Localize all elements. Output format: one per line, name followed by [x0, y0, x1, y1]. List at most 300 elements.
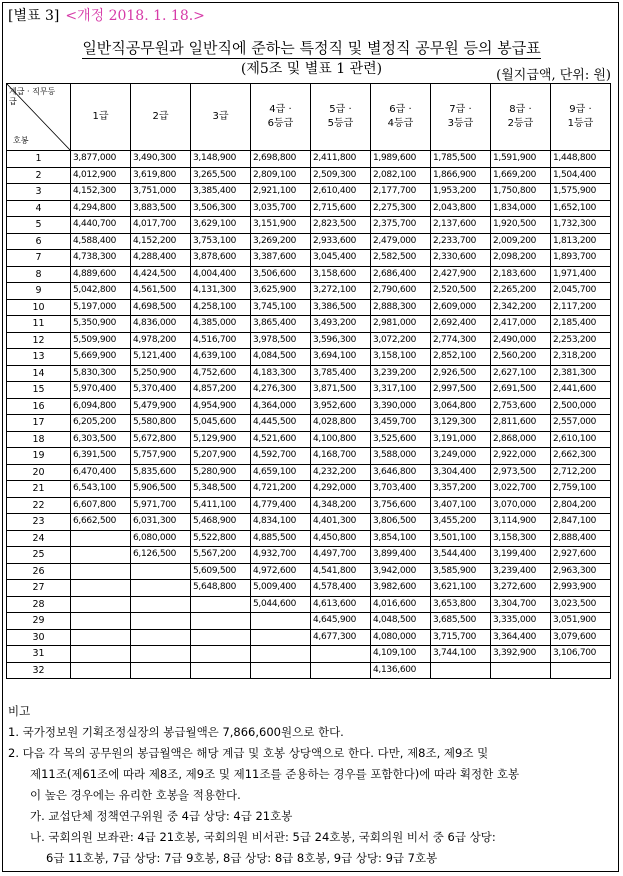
- salary-cell: 2,479,000: [371, 233, 431, 250]
- salary-cell: 3,715,700: [431, 629, 491, 646]
- salary-cell: [131, 629, 191, 646]
- salary-cell: 3,064,800: [431, 398, 491, 415]
- salary-cell: 3,525,600: [371, 431, 431, 448]
- salary-cell: 4,578,400: [311, 580, 371, 597]
- salary-cell: 4,131,300: [191, 283, 251, 300]
- note-line: 2. 다음 각 목의 공무원의 봉급월액은 해당 계급 및 호봉 상당액으로 한다. 다만, 제8조, 제9조 및: [8, 746, 489, 760]
- step-cell: 14: [7, 365, 71, 382]
- table-row: [7, 250, 611, 267]
- salary-cell: 4,424,500: [131, 266, 191, 283]
- salary-cell: 2,888,400: [551, 530, 611, 547]
- salary-cell: 1,920,500: [491, 217, 551, 234]
- salary-cell: 2,922,000: [491, 448, 551, 465]
- salary-cell: 2,381,300: [551, 365, 611, 382]
- column-header-7: 7급 · 3등급: [431, 84, 491, 151]
- salary-cell: 4,588,400: [71, 233, 131, 250]
- salary-cell: 3,023,500: [551, 596, 611, 613]
- salary-cell: 3,865,400: [251, 316, 311, 333]
- salary-cell: 5,509,900: [71, 332, 131, 349]
- step-cell: 26: [7, 563, 71, 580]
- salary-cell: 3,051,900: [551, 613, 611, 630]
- salary-cell: 5,009,400: [251, 580, 311, 597]
- table-row: [7, 266, 611, 283]
- salary-cell: 3,544,400: [431, 547, 491, 564]
- salary-cell: 4,385,000: [191, 316, 251, 333]
- salary-cell: 5,672,800: [131, 431, 191, 448]
- salary-cell: [71, 613, 131, 630]
- salary-cell: 3,877,000: [71, 151, 131, 168]
- salary-cell: 4,294,800: [71, 200, 131, 217]
- salary-cell: 3,387,600: [251, 250, 311, 267]
- salary-cell: 6,470,400: [71, 464, 131, 481]
- salary-cell: 5,129,900: [191, 431, 251, 448]
- salary-cell: 2,411,800: [311, 151, 371, 168]
- salary-cell: 4,521,600: [251, 431, 311, 448]
- salary-cell: [251, 613, 311, 630]
- salary-cell: 2,933,600: [311, 233, 371, 250]
- grade-axis-label: 계급 · 직무등급: [9, 87, 56, 106]
- table-row: [7, 299, 611, 316]
- salary-cell: 3,629,100: [191, 217, 251, 234]
- salary-cell: 2,927,600: [551, 547, 611, 564]
- salary-cell: 3,158,300: [491, 530, 551, 547]
- salary-cell: 3,045,400: [311, 250, 371, 267]
- table-number: [별표 3]: [8, 8, 60, 24]
- salary-cell: 4,440,700: [71, 217, 131, 234]
- salary-cell: [131, 613, 191, 630]
- salary-cell: 2,265,200: [491, 283, 551, 300]
- salary-cell: 3,646,800: [371, 464, 431, 481]
- step-cell: 9: [7, 283, 71, 300]
- step-cell: 7: [7, 250, 71, 267]
- notes-section: [8, 701, 614, 869]
- salary-cell: 5,567,200: [191, 547, 251, 564]
- salary-cell: 5,757,900: [131, 448, 191, 465]
- salary-cell: 5,479,900: [131, 398, 191, 415]
- salary-cell: 6,080,000: [131, 530, 191, 547]
- salary-cell: 3,653,800: [431, 596, 491, 613]
- salary-cell: 3,625,900: [251, 283, 311, 300]
- table-row: [7, 151, 611, 168]
- salary-cell: 3,878,600: [191, 250, 251, 267]
- salary-cell: 2,253,200: [551, 332, 611, 349]
- salary-cell: 5,906,500: [131, 481, 191, 498]
- salary-cell: 2,804,200: [551, 497, 611, 514]
- salary-cell: 2,233,700: [431, 233, 491, 250]
- table-row: [7, 547, 611, 564]
- salary-cell: 4,364,000: [251, 398, 311, 415]
- step-cell: 32: [7, 662, 71, 679]
- salary-cell: 2,811,600: [491, 415, 551, 432]
- salary-cell: 2,043,800: [431, 200, 491, 217]
- salary-cell: 3,751,000: [131, 184, 191, 201]
- step-cell: 21: [7, 481, 71, 498]
- salary-cell: 2,981,000: [371, 316, 431, 333]
- salary-cell: 3,942,000: [371, 563, 431, 580]
- salary-cell: 3,588,000: [371, 448, 431, 465]
- salary-cell: 3,619,800: [131, 167, 191, 184]
- unit-note: (월지급액, 단위: 원): [496, 68, 611, 83]
- salary-cell: [131, 646, 191, 663]
- salary-cell: [71, 547, 131, 564]
- salary-cell: 4,698,500: [131, 299, 191, 316]
- step-cell: 18: [7, 431, 71, 448]
- salary-cell: [191, 596, 251, 613]
- salary-cell: 4,932,700: [251, 547, 311, 564]
- salary-cell: 2,582,500: [371, 250, 431, 267]
- salary-cell: [491, 662, 551, 679]
- salary-cell: 2,691,500: [491, 382, 551, 399]
- salary-cell: 3,265,500: [191, 167, 251, 184]
- note-line: 제11조(제61조에 따라 제8조, 제9조 및 제11조를 준용하는 경우를 포함한다)에 따라 획정한 호봉: [30, 767, 520, 781]
- salary-cell: [71, 530, 131, 547]
- salary-cell: 5,280,900: [191, 464, 251, 481]
- salary-cell: 3,501,100: [431, 530, 491, 547]
- salary-cell: 6,607,800: [71, 497, 131, 514]
- salary-cell: 2,520,500: [431, 283, 491, 300]
- salary-cell: [191, 662, 251, 679]
- column-header-1: 1급: [71, 84, 131, 151]
- salary-cell: 2,610,400: [311, 184, 371, 201]
- salary-cell: 2,500,000: [551, 398, 611, 415]
- salary-cell: 1,989,600: [371, 151, 431, 168]
- salary-cell: [131, 580, 191, 597]
- salary-cell: 4,276,300: [251, 382, 311, 399]
- salary-cell: 5,350,900: [71, 316, 131, 333]
- table-row: [7, 596, 611, 613]
- table-row: [7, 646, 611, 663]
- table-row: [7, 217, 611, 234]
- salary-cell: 3,978,500: [251, 332, 311, 349]
- salary-cell: 5,045,600: [191, 415, 251, 432]
- step-cell: 15: [7, 382, 71, 399]
- salary-cell: 3,952,600: [311, 398, 371, 415]
- table-row: [7, 464, 611, 481]
- salary-cell: 5,207,900: [191, 448, 251, 465]
- salary-cell: 3,806,500: [371, 514, 431, 531]
- salary-cell: 2,509,300: [311, 167, 371, 184]
- salary-cell: 3,148,900: [191, 151, 251, 168]
- salary-cell: 5,121,400: [131, 349, 191, 366]
- salary-cell: 2,627,100: [491, 365, 551, 382]
- salary-cell: 3,079,600: [551, 629, 611, 646]
- step-cell: 27: [7, 580, 71, 597]
- salary-cell: 5,250,900: [131, 365, 191, 382]
- salary-cell: 4,659,100: [251, 464, 311, 481]
- salary-cell: [311, 646, 371, 663]
- salary-cell: 5,522,800: [191, 530, 251, 547]
- column-header-9: 9급 · 1등급: [551, 84, 611, 151]
- salary-cell: 3,745,100: [251, 299, 311, 316]
- column-header-6: 6급 · 4등급: [371, 84, 431, 151]
- note-line: 나. 국회의원 보좌관: 4급 21호봉, 국회의원 비서관: 5급 24호봉, 국회의원 비서 중 6급 상당:: [30, 830, 496, 844]
- salary-cell: 2,330,600: [431, 250, 491, 267]
- step-cell: 5: [7, 217, 71, 234]
- salary-cell: 2,185,400: [551, 316, 611, 333]
- step-cell: 22: [7, 497, 71, 514]
- table-row: [7, 530, 611, 547]
- salary-cell: [71, 563, 131, 580]
- table-row: [7, 662, 611, 679]
- salary-cell: 4,292,000: [311, 481, 371, 498]
- salary-table: [6, 83, 611, 679]
- salary-cell: 4,889,600: [71, 266, 131, 283]
- salary-cell: 6,662,500: [71, 514, 131, 531]
- salary-cell: 1,575,900: [551, 184, 611, 201]
- salary-cell: 2,098,200: [491, 250, 551, 267]
- column-header-4: 4급 · 6등급: [251, 84, 311, 151]
- salary-cell: 2,963,300: [551, 563, 611, 580]
- salary-cell: 2,342,200: [491, 299, 551, 316]
- salary-cell: 3,191,000: [431, 431, 491, 448]
- step-cell: 10: [7, 299, 71, 316]
- salary-cell: 4,048,500: [371, 613, 431, 630]
- salary-cell: 2,275,300: [371, 200, 431, 217]
- table-row: [7, 431, 611, 448]
- step-cell: 2: [7, 167, 71, 184]
- salary-cell: 4,168,700: [311, 448, 371, 465]
- salary-cell: 4,012,900: [71, 167, 131, 184]
- table-row: [7, 629, 611, 646]
- step-cell: 13: [7, 349, 71, 366]
- step-cell: 24: [7, 530, 71, 547]
- salary-cell: 4,445,500: [251, 415, 311, 432]
- salary-cell: 4,136,600: [371, 662, 431, 679]
- salary-cell: [191, 613, 251, 630]
- salary-cell: 3,272,600: [491, 580, 551, 597]
- salary-cell: 4,152,200: [131, 233, 191, 250]
- salary-cell: 3,407,100: [431, 497, 491, 514]
- salary-cell: 4,017,700: [131, 217, 191, 234]
- table-row: [7, 497, 611, 514]
- salary-cell: [311, 662, 371, 679]
- salary-cell: 2,610,100: [551, 431, 611, 448]
- step-cell: 1: [7, 151, 71, 168]
- salary-cell: 3,490,300: [131, 151, 191, 168]
- salary-cell: 5,971,700: [131, 497, 191, 514]
- salary-cell: 2,117,200: [551, 299, 611, 316]
- note-line: 가. 교섭단체 정책연구위원 중 4급 상당: 4급 21호봉: [30, 809, 293, 823]
- table-row: [7, 580, 611, 597]
- note-line: 6급 11호봉, 7급 상당: 7급 9호봉, 8급 상당: 8급 8호봉, 9급 상당: 9급 7호봉: [46, 851, 438, 865]
- salary-cell: 3,158,100: [371, 349, 431, 366]
- salary-cell: 2,921,100: [251, 184, 311, 201]
- salary-cell: 2,045,700: [551, 283, 611, 300]
- salary-cell: 4,232,200: [311, 464, 371, 481]
- document-header: [8, 5, 205, 25]
- salary-cell: 2,715,600: [311, 200, 371, 217]
- salary-cell: 3,455,200: [431, 514, 491, 531]
- salary-cell: 5,468,900: [191, 514, 251, 531]
- step-cell: 11: [7, 316, 71, 333]
- table-row: [7, 184, 611, 201]
- salary-cell: 2,926,500: [431, 365, 491, 382]
- salary-cell: 3,151,900: [251, 217, 311, 234]
- salary-cell: 3,304,700: [491, 596, 551, 613]
- salary-cell: 4,109,100: [371, 646, 431, 663]
- step-cell: 29: [7, 613, 71, 630]
- salary-cell: 6,391,500: [71, 448, 131, 465]
- table-row: [7, 448, 611, 465]
- salary-cell: [71, 646, 131, 663]
- step-cell: 12: [7, 332, 71, 349]
- salary-cell: 4,401,300: [311, 514, 371, 531]
- salary-cell: 4,721,200: [251, 481, 311, 498]
- salary-cell: 6,303,500: [71, 431, 131, 448]
- salary-cell: 2,557,000: [551, 415, 611, 432]
- salary-cell: 3,364,400: [491, 629, 551, 646]
- salary-cell: 2,441,600: [551, 382, 611, 399]
- salary-cell: 5,370,400: [131, 382, 191, 399]
- salary-cell: 1,750,800: [491, 184, 551, 201]
- salary-cell: 4,639,100: [191, 349, 251, 366]
- salary-cell: 5,830,300: [71, 365, 131, 382]
- salary-cell: 5,648,800: [191, 580, 251, 597]
- salary-cell: 4,779,400: [251, 497, 311, 514]
- salary-cell: 3,239,400: [491, 563, 551, 580]
- salary-cell: 3,493,200: [311, 316, 371, 333]
- salary-cell: 3,035,700: [251, 200, 311, 217]
- table-row: [7, 349, 611, 366]
- salary-cell: 2,759,100: [551, 481, 611, 498]
- salary-cell: [71, 596, 131, 613]
- table-row: [7, 200, 611, 217]
- notes-lines: [8, 722, 614, 869]
- salary-cell: 3,304,400: [431, 464, 491, 481]
- salary-cell: 4,972,600: [251, 563, 311, 580]
- salary-cell: 5,197,000: [71, 299, 131, 316]
- salary-cell: 4,592,700: [251, 448, 311, 465]
- salary-cell: 3,386,500: [311, 299, 371, 316]
- salary-cell: 3,072,200: [371, 332, 431, 349]
- salary-cell: 2,973,500: [491, 464, 551, 481]
- salary-cell: 5,669,900: [71, 349, 131, 366]
- document-subtitle: (제5조 및 별표 1 관련): [240, 61, 383, 77]
- salary-cell: 6,126,500: [131, 547, 191, 564]
- salary-cell: 1,669,200: [491, 167, 551, 184]
- salary-cell: [251, 629, 311, 646]
- salary-cell: 1,591,900: [491, 151, 551, 168]
- salary-cell: 3,871,500: [311, 382, 371, 399]
- note-line: 이 높은 경우에는 유리한 호봉을 적용한다.: [30, 788, 241, 802]
- salary-cell: 4,561,500: [131, 283, 191, 300]
- salary-cell: 2,712,200: [551, 464, 611, 481]
- salary-cell: 2,993,900: [551, 580, 611, 597]
- salary-cell: 3,269,200: [251, 233, 311, 250]
- salary-cell: 2,560,200: [491, 349, 551, 366]
- salary-cell: 4,645,900: [311, 613, 371, 630]
- salary-cell: 3,199,400: [491, 547, 551, 564]
- salary-cell: 3,982,600: [371, 580, 431, 597]
- step-cell: 30: [7, 629, 71, 646]
- revision-date: <개정 2018. 1. 18.>: [65, 8, 205, 24]
- salary-cell: 3,459,700: [371, 415, 431, 432]
- table-row: [7, 332, 611, 349]
- salary-cell: 2,868,000: [491, 431, 551, 448]
- salary-cell: 3,317,100: [371, 382, 431, 399]
- table-row: [7, 365, 611, 382]
- salary-cell: 1,448,800: [551, 151, 611, 168]
- notes-heading: 비고: [8, 704, 31, 718]
- salary-cell: 2,177,700: [371, 184, 431, 201]
- salary-cell: 4,857,200: [191, 382, 251, 399]
- salary-cell: 4,183,300: [251, 365, 311, 382]
- salary-cell: 3,685,500: [431, 613, 491, 630]
- salary-cell: 6,031,300: [131, 514, 191, 531]
- salary-cell: 3,335,000: [491, 613, 551, 630]
- salary-cell: 2,009,200: [491, 233, 551, 250]
- salary-cell: 4,348,200: [311, 497, 371, 514]
- step-cell: 20: [7, 464, 71, 481]
- salary-cell: 3,756,600: [371, 497, 431, 514]
- document-title: 일반직공무원과 일반직에 준하는 특정직 및 별정직 공무원 등의 봉급표: [82, 39, 541, 57]
- salary-cell: 1,785,500: [431, 151, 491, 168]
- salary-cell: 2,753,600: [491, 398, 551, 415]
- salary-cell: 3,106,700: [551, 646, 611, 663]
- table-row: [7, 613, 611, 630]
- salary-cell: 4,954,900: [191, 398, 251, 415]
- salary-cell: 4,834,100: [251, 514, 311, 531]
- salary-cell: 3,703,400: [371, 481, 431, 498]
- salary-cell: 1,834,000: [491, 200, 551, 217]
- salary-cell: 3,744,100: [431, 646, 491, 663]
- table-row: [7, 283, 611, 300]
- salary-cell: 3,596,300: [311, 332, 371, 349]
- salary-cell: 3,158,600: [311, 266, 371, 283]
- table-row: [7, 563, 611, 580]
- table-row: [7, 514, 611, 531]
- salary-cell: [131, 596, 191, 613]
- salary-cell: 2,698,800: [251, 151, 311, 168]
- salary-cell: 3,390,000: [371, 398, 431, 415]
- salary-cell: 2,427,900: [431, 266, 491, 283]
- step-cell: 8: [7, 266, 71, 283]
- salary-cell: 2,823,500: [311, 217, 371, 234]
- step-cell: 23: [7, 514, 71, 531]
- step-cell: 25: [7, 547, 71, 564]
- salary-cell: 2,888,300: [371, 299, 431, 316]
- step-cell: 4: [7, 200, 71, 217]
- step-cell: 28: [7, 596, 71, 613]
- salary-cell: 2,375,700: [371, 217, 431, 234]
- salary-cell: 4,885,500: [251, 530, 311, 547]
- table-body: [7, 151, 611, 679]
- salary-cell: 3,249,000: [431, 448, 491, 465]
- salary-cell: 4,288,400: [131, 250, 191, 267]
- salary-cell: 5,044,600: [251, 596, 311, 613]
- salary-cell: 5,348,500: [191, 481, 251, 498]
- salary-cell: 2,417,000: [491, 316, 551, 333]
- salary-cell: 4,100,800: [311, 431, 371, 448]
- salary-cell: 1,652,100: [551, 200, 611, 217]
- salary-cell: 4,258,100: [191, 299, 251, 316]
- salary-cell: 3,070,000: [491, 497, 551, 514]
- salary-cell: 4,978,200: [131, 332, 191, 349]
- salary-cell: 2,790,600: [371, 283, 431, 300]
- salary-cell: 4,080,000: [371, 629, 431, 646]
- salary-cell: 5,609,500: [191, 563, 251, 580]
- table-row: [7, 316, 611, 333]
- salary-cell: 5,411,100: [191, 497, 251, 514]
- salary-cell: 2,662,300: [551, 448, 611, 465]
- salary-cell: 4,450,800: [311, 530, 371, 547]
- salary-cell: 1,504,400: [551, 167, 611, 184]
- salary-cell: 3,357,200: [431, 481, 491, 498]
- salary-cell: 3,129,300: [431, 415, 491, 432]
- salary-cell: 4,497,700: [311, 547, 371, 564]
- salary-cell: 2,997,500: [431, 382, 491, 399]
- salary-cell: 5,970,400: [71, 382, 131, 399]
